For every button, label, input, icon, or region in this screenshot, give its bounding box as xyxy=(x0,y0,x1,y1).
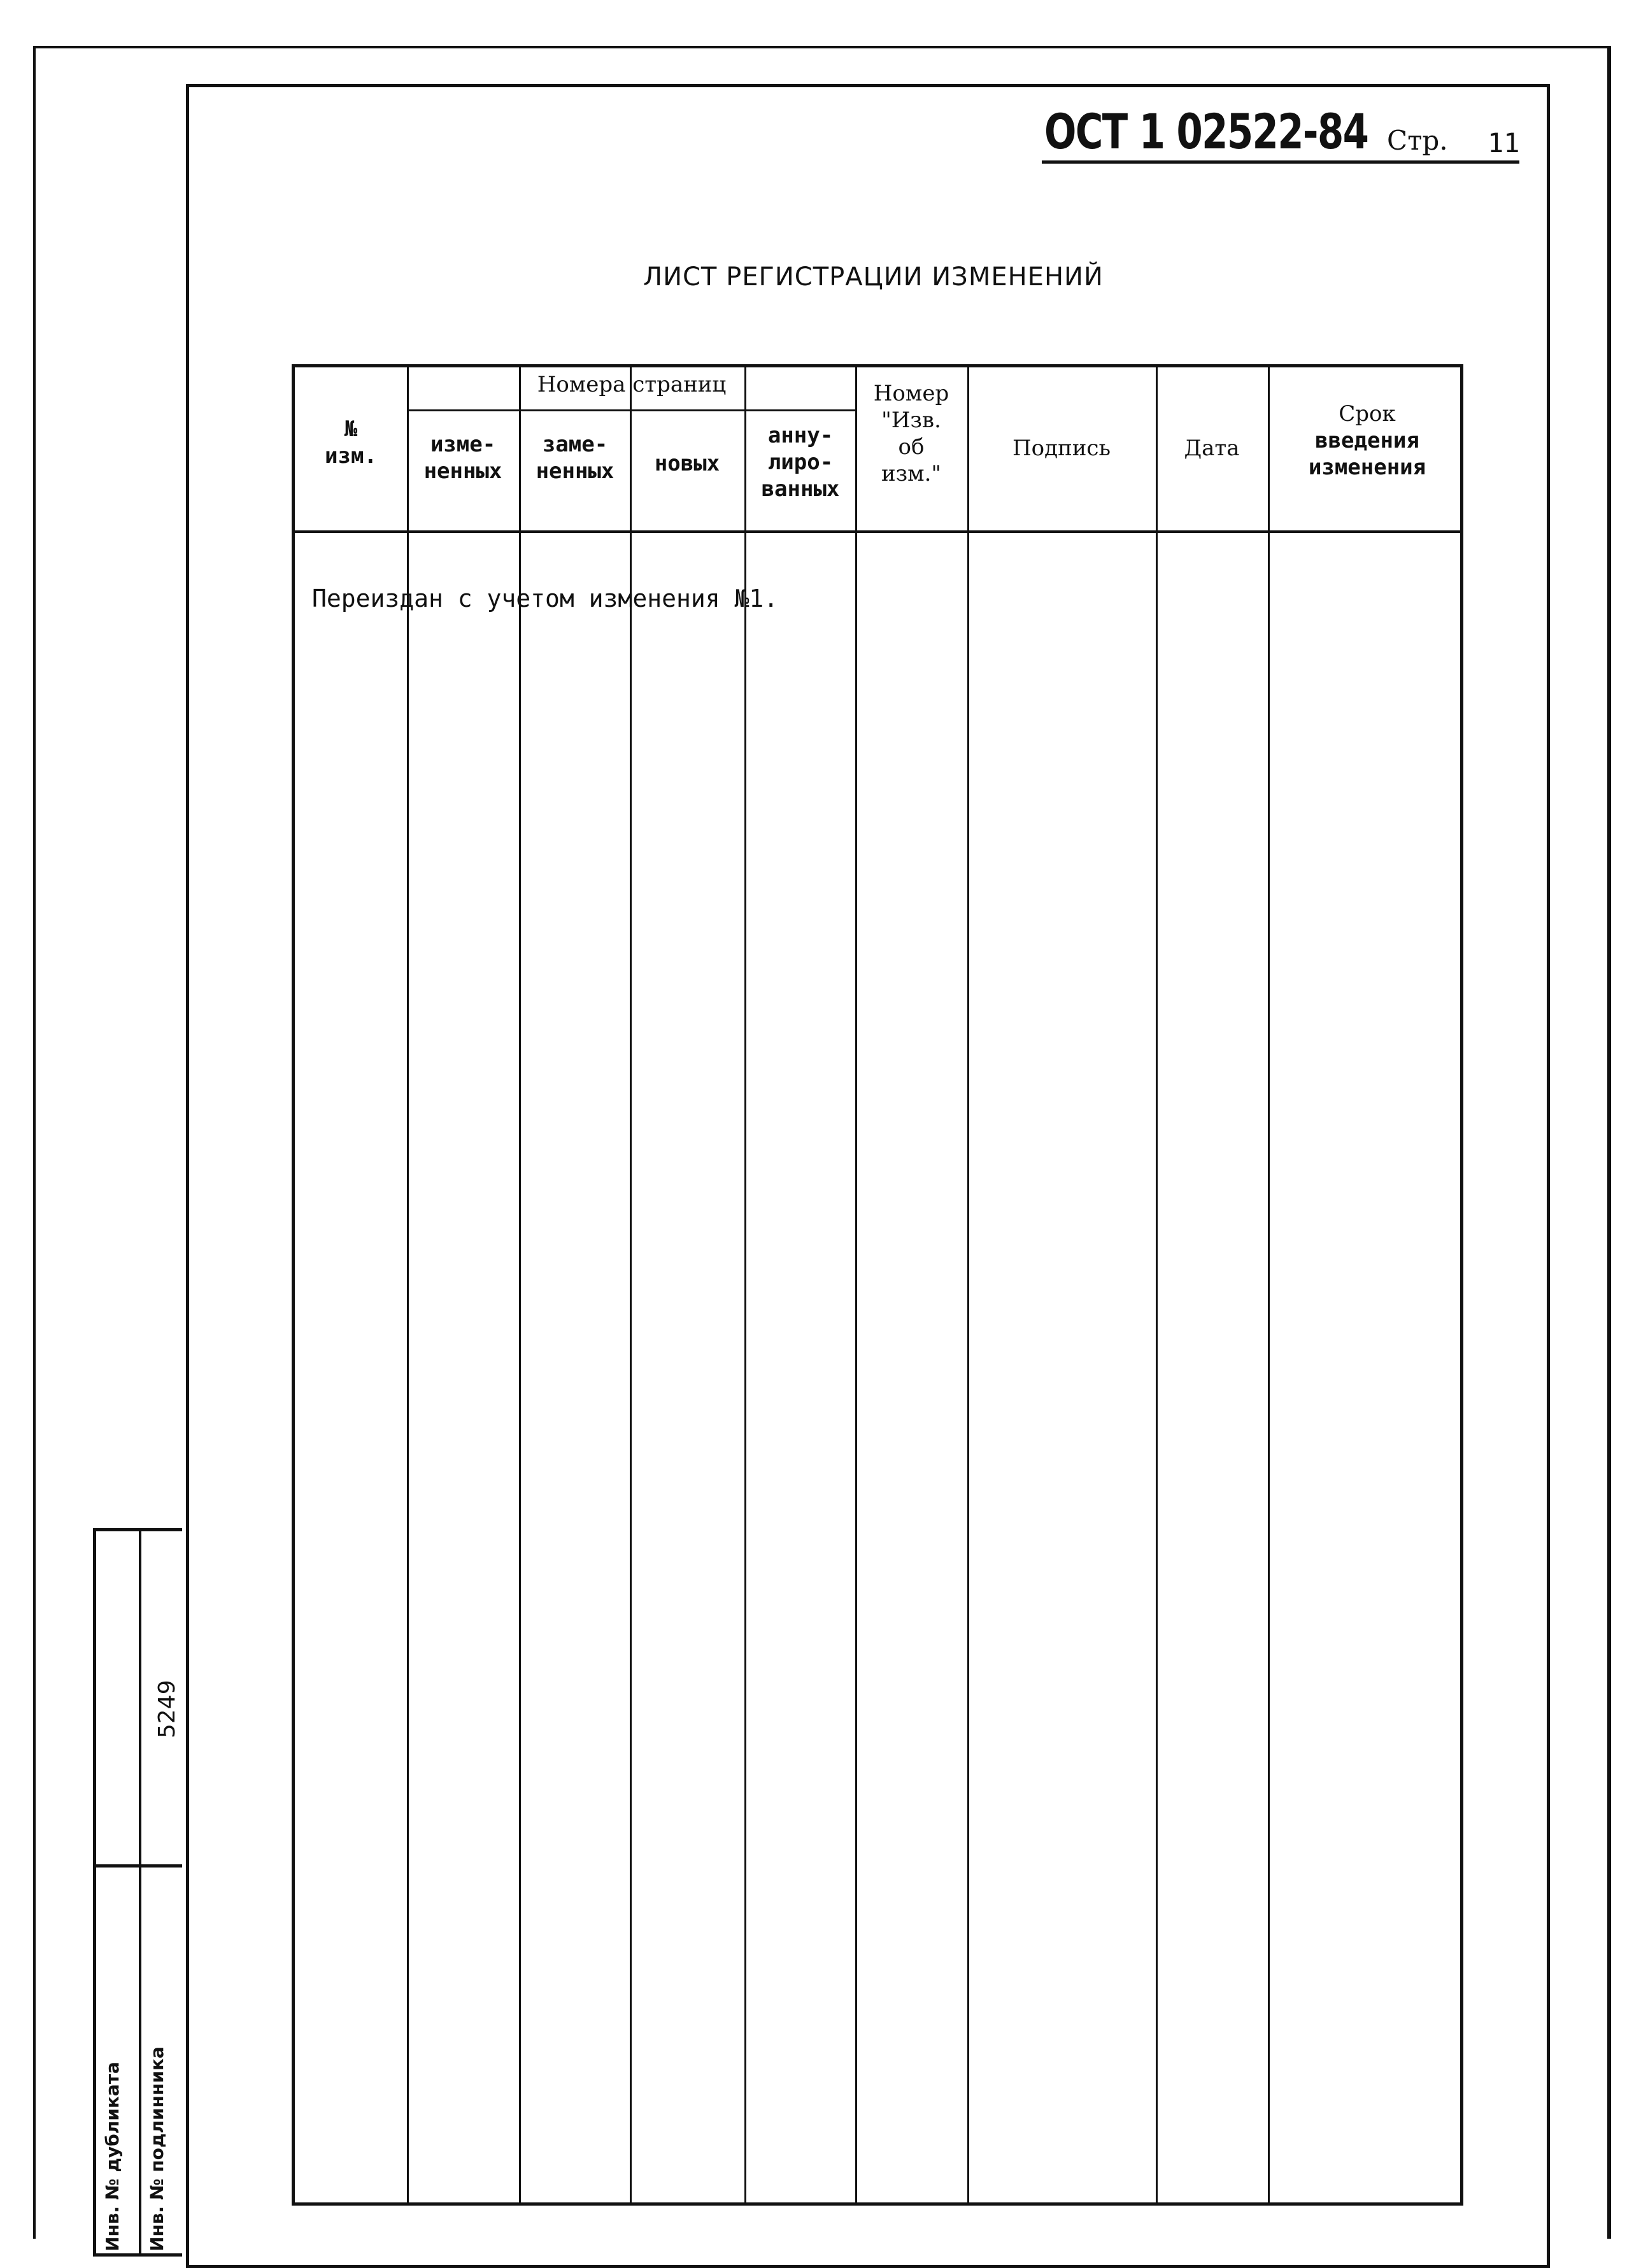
header-new: новых xyxy=(654,451,720,476)
col-divider xyxy=(744,367,746,2202)
header-changed: изме- ненных xyxy=(423,432,502,484)
col-divider xyxy=(407,367,409,2202)
inventory-number: 5249 xyxy=(154,1680,180,1738)
header-annulled: анну- лиро- ванных xyxy=(761,423,840,502)
duplicate-inv-label: Инв. № дубликата xyxy=(102,2062,123,2251)
col-divider xyxy=(519,367,521,2202)
standard-number: ОСТ 1 02522-84 xyxy=(1044,103,1368,160)
header-rule xyxy=(1042,160,1519,164)
header-term: Срок введения изменения xyxy=(1308,401,1426,480)
col-divider xyxy=(630,367,632,2202)
col-divider xyxy=(967,367,969,2202)
page-number: 11 xyxy=(1488,127,1520,159)
header-date: Дата xyxy=(1184,436,1240,461)
col-divider xyxy=(1268,367,1270,2202)
stamp-divider xyxy=(139,1528,141,2257)
inventory-stamp xyxy=(93,1528,182,2257)
col-divider xyxy=(855,367,857,2202)
original-inv-label: Инв. № подлинника xyxy=(146,2046,167,2251)
header-no: № изм. xyxy=(325,416,377,469)
col-divider xyxy=(1156,367,1158,2202)
header-bottom-rule xyxy=(295,530,1460,533)
group-header-rule xyxy=(407,409,856,411)
header-replaced: заме- ненных xyxy=(536,432,615,484)
register-entry: Переиздан с учетом изменения №1. xyxy=(312,585,779,613)
header-notice-number: Номер "Изв. об изм." xyxy=(873,381,949,486)
page-label: Стр. xyxy=(1387,125,1448,156)
header-page-numbers: Номера страниц xyxy=(537,372,727,397)
stamp-separator xyxy=(93,1864,182,1868)
document-title: ЛИСТ РЕГИСТРАЦИИ ИЗМЕНЕНИЙ xyxy=(643,262,1104,292)
changes-register-table xyxy=(292,364,1463,2206)
header-signature: Подпись xyxy=(1012,436,1111,461)
